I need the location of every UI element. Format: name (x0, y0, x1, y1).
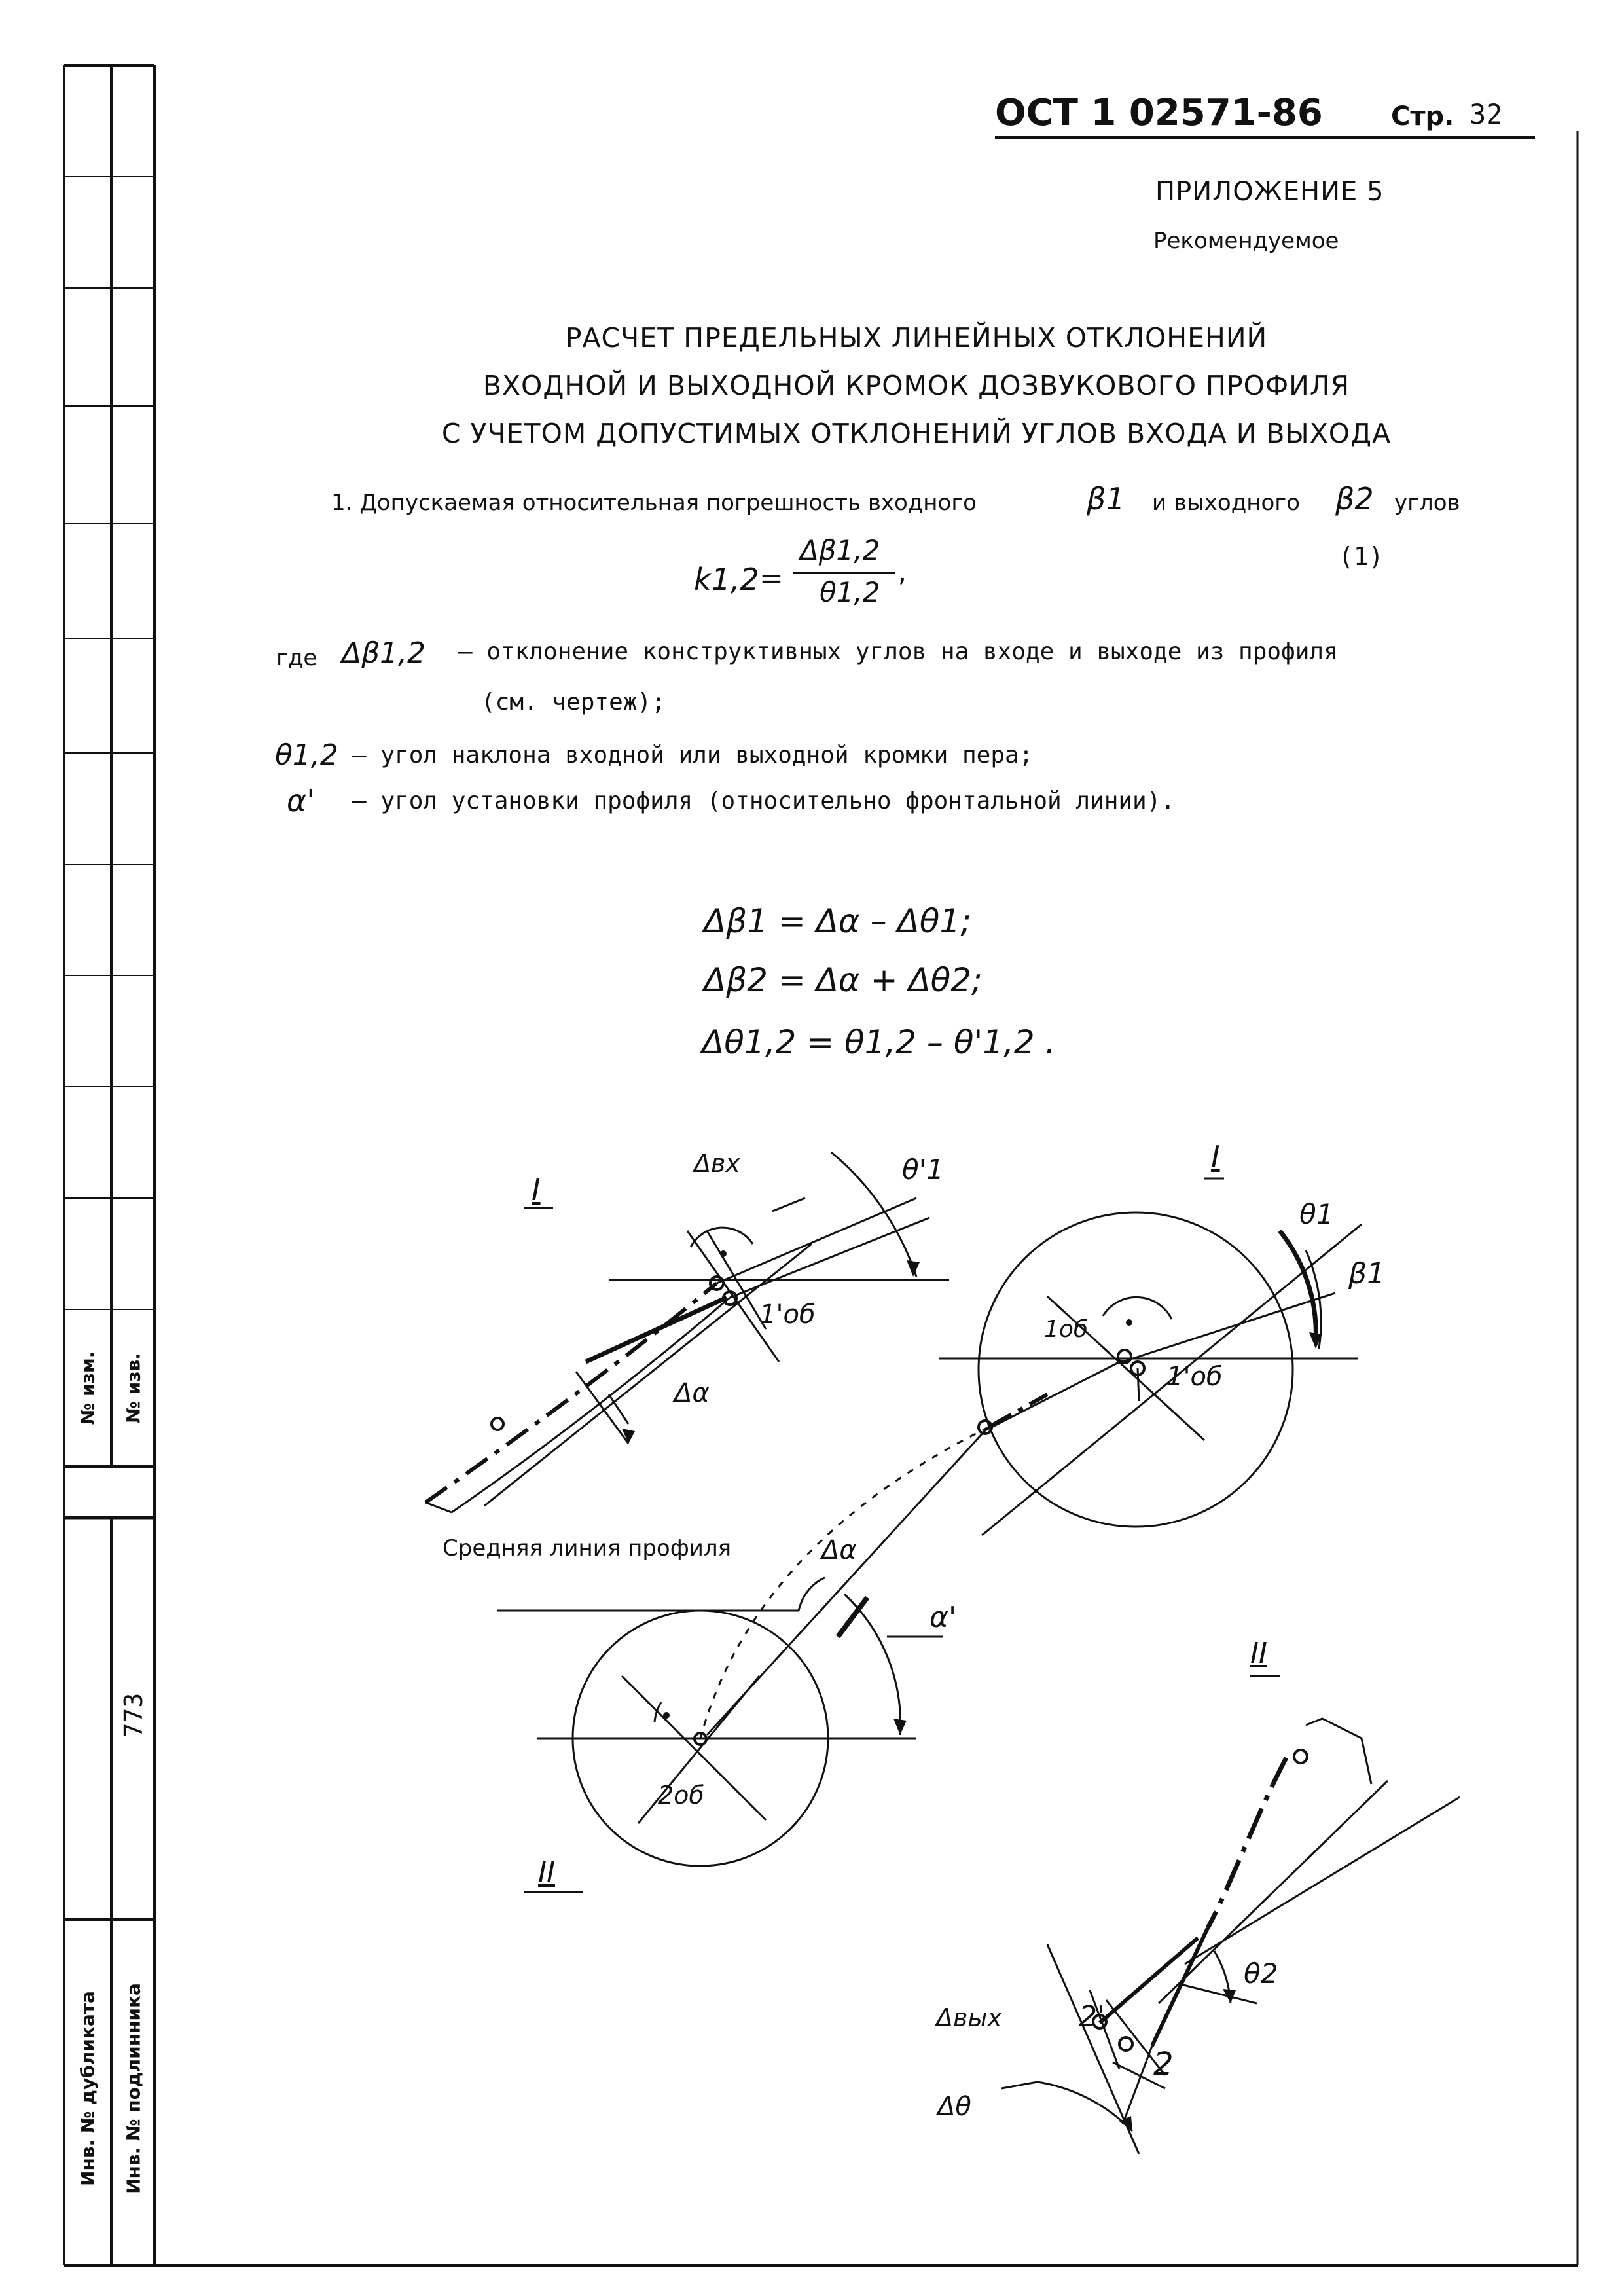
def2-symbol: θ1,2 (275, 738, 338, 772)
page-label: Стр. (1391, 101, 1454, 132)
delta-out-label: Δвых (936, 2003, 1002, 2032)
formula-numerator: Δβ1,2 (800, 534, 880, 566)
def1-text: – отклонение конструктивных углов на входе и выходе из профиля (458, 638, 1338, 665)
formula-number: (1) (1339, 542, 1384, 571)
view-ii-label: II (1250, 1637, 1267, 1670)
duplicate-inventory-label: Инв. № дубликата (77, 1991, 99, 2186)
notice-number-label: № изв. (122, 1353, 145, 1423)
delta-theta-label: Δθ (937, 2092, 971, 2122)
beta1-label: β1 (1348, 1257, 1386, 1290)
delta-alpha-mean-label: Δα (821, 1535, 857, 1565)
para1-beta2: β2 (1335, 481, 1374, 517)
original-inventory-label: Инв. № подлинника (122, 1983, 145, 2194)
title-line-3: С УЧЕТОМ ДОПУСТИМЫХ ОТКЛОНЕНИЙ УГЛОВ ВХОДА И ВЫХОДА (441, 418, 1392, 449)
formula-equals: = (759, 562, 784, 595)
para1-middle: и выходного (1152, 490, 1300, 516)
change-number-label: № изм. (77, 1351, 99, 1425)
def1-continuation: (см. чертеж); (481, 689, 666, 716)
para1-end: углов (1394, 490, 1460, 516)
point-2ob-label: 2об (658, 1781, 704, 1810)
formula-denominator: θ1,2 (820, 576, 880, 608)
def1-symbol: Δβ1,2 (342, 636, 426, 670)
equation-1: Δβ1 = Δα – Δθ1; (704, 902, 972, 940)
delta-alpha-label: Δα (674, 1378, 710, 1408)
point-2prime-label: 2' (1079, 2000, 1106, 2033)
circle-ii-label: II (538, 1856, 555, 1889)
formula-comma: , (898, 558, 907, 588)
para1-beta1: β1 (1087, 481, 1125, 517)
def3-text: – угол установки профиля (относительно фронтальной линии). (352, 788, 1176, 814)
theta2-label: θ2 (1244, 1958, 1278, 1990)
page-number: 32 (1470, 98, 1503, 130)
title-line-2: ВХОДНОЙ И ВЫХОДНОЙ КРОМОК ДОЗВУКОВОГО ПРОФИЛЯ (482, 370, 1350, 401)
theta1-label: θ1 (1299, 1198, 1334, 1230)
mean-line-label: Средняя линия профиля (442, 1535, 732, 1561)
formula-lhs: k1,2 (694, 562, 759, 597)
def2-text: – угол наклона входной или выходной кромки пера; (352, 742, 1034, 769)
sidebar-number: 773 (119, 1692, 148, 1738)
appendix-title: ПРИЛОЖЕНИЕ 5 (1155, 177, 1384, 207)
para1-start: 1. Допускаемая относительная погрешность входного (331, 490, 977, 516)
where-word: где (276, 645, 317, 671)
title-line-1: РАСЧЕТ ПРЕДЕЛЬНЫХ ЛИНЕЙНЫХ ОТКЛОНЕНИЙ (565, 322, 1268, 354)
document-code: ОСТ 1 02571-86 (995, 92, 1323, 134)
def3-symbol: α' (287, 783, 315, 818)
view-i-label: I (532, 1172, 541, 1207)
equation-2: Δβ2 = Δα + Δθ2; (704, 961, 983, 999)
point-2-label: 2 (1153, 2046, 1174, 2083)
delta-in-label: Δвх (694, 1149, 740, 1178)
equation-3: Δθ1,2 = θ1,2 – θ'1,2 . (702, 1023, 1056, 1061)
point-1prime-ob-label: 1'об (759, 1300, 816, 1330)
point-1ob-label: 1об (1044, 1316, 1089, 1343)
view-i-circle-label: I (1211, 1139, 1220, 1175)
theta1-prime-label: θ'1 (902, 1154, 944, 1186)
alpha-prime-label: α' (929, 1601, 957, 1634)
appendix-status: Рекомендуемое (1153, 228, 1339, 254)
point-1prime-ob-circle-label: 1'об (1166, 1362, 1223, 1392)
